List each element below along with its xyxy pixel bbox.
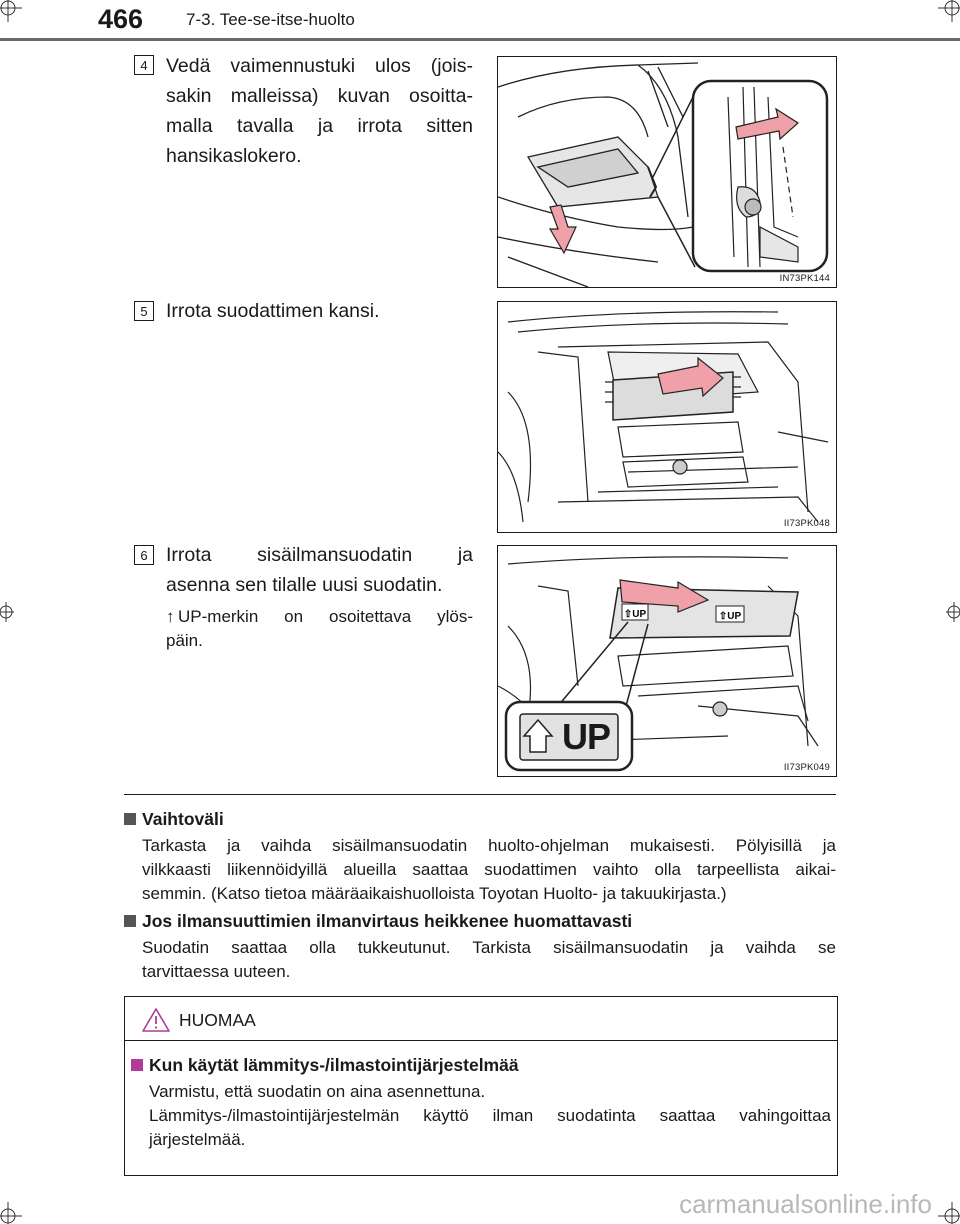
notice-line: järjestelmää. <box>149 1130 246 1149</box>
info-line: Tarkasta ja vaihda sisäilmansuodatin huolto-ohjelman mukaisesti. Pölyisillä ja <box>142 836 836 855</box>
notice-body <box>149 1080 831 1152</box>
step-4-line: sakin malleissa) kuvan osoitta- <box>166 85 473 107</box>
up-label: UP <box>562 716 611 757</box>
section-title: 7-3. Tee-se-itse-huolto <box>186 10 355 29</box>
step-6-text <box>166 540 473 600</box>
notice-line: Varmistu, että suodatin on aina asennettuna. <box>149 1082 486 1101</box>
header-rule <box>0 38 960 41</box>
step-4-line: hansikaslokero. <box>166 145 302 167</box>
step-5-text <box>166 296 473 326</box>
crop-mark-bottom-left <box>0 1200 24 1224</box>
notice-heading: Kun käytät lämmitys-/ilmastointijärjestelmää <box>149 1055 519 1075</box>
page-number: 466 <box>98 4 144 34</box>
step-6-line: asenna sen tilalle uusi suodatin. <box>166 574 443 596</box>
crop-mark-top-left <box>0 0 24 24</box>
section-separator <box>124 794 836 795</box>
figure-filter-replacement <box>497 545 837 777</box>
info-heading: Jos ilmansuuttimien ilmanvirtaus heikkenee huomattavasti <box>142 911 633 931</box>
info-vaihtovali <box>124 809 836 906</box>
info-line: semmin. (Katso tietoa määräaikaishuolloista Toyotan Huolto- ja takuukirjasta.) <box>142 884 727 903</box>
step-6-line: Irrota sisäilmansuodatin ja <box>166 544 473 566</box>
figure-glovebox-removal <box>497 56 837 288</box>
info-body <box>142 936 836 984</box>
figure-label: II73PK048 <box>783 518 830 529</box>
notice-line: Lämmitys-/ilmastointijärjestelmän käyttö ilman suodatinta saattaa vahingoittaa <box>149 1106 831 1125</box>
step-4-line: Vedä vaimennustuki ulos (jois- <box>166 55 473 77</box>
watermark: carmanualsonline.info <box>679 1189 932 1219</box>
notice-title: HUOMAA <box>179 1010 256 1030</box>
notice-box <box>124 996 838 1176</box>
info-ilmanvirtaus <box>124 911 836 984</box>
info-body <box>142 834 836 906</box>
warning-triangle-icon <box>141 1007 171 1033</box>
figure-label: IN73PK144 <box>779 273 830 284</box>
crop-mark-top-right <box>936 0 960 24</box>
bullet-square-icon <box>124 813 136 825</box>
step-6-note <box>166 605 473 653</box>
crop-mark-bottom-right <box>936 1200 960 1224</box>
up-arrow-icon: ↑ <box>166 607 175 626</box>
step-number-6: 6 <box>134 545 154 565</box>
step-number-4: 4 <box>134 55 154 75</box>
step-4-text <box>166 51 473 171</box>
step-6-note-line: päin. <box>166 631 203 650</box>
info-line: tarvittaessa uuteen. <box>142 962 291 981</box>
notice-rule <box>125 1040 837 1041</box>
crop-mark-mid-right <box>936 600 960 624</box>
figure-filter-cover <box>497 301 837 533</box>
info-line: vilkkaasti liikennöidyillä alueilla saattaa suodattimen vaihto olla tarpeellista aikai- <box>142 860 836 879</box>
step-6-note-line: UP-merkin on osoitettava ylös- <box>178 607 473 626</box>
figure-label: II73PK049 <box>783 762 830 773</box>
step-5-line: Irrota suodattimen kansi. <box>166 300 380 322</box>
info-line: Suodatin saattaa olla tukkeutunut. Tarkista sisäilmansuodatin ja vaihda se <box>142 938 836 957</box>
bullet-square-icon <box>131 1059 143 1071</box>
info-heading: Vaihtoväli <box>142 809 224 829</box>
svg-text:⇧UP: ⇧UP <box>623 609 647 620</box>
notice-content <box>131 1055 831 1152</box>
glovebox-illustration <box>498 57 836 287</box>
bullet-square-icon <box>124 915 136 927</box>
crop-mark-mid-left <box>0 600 24 624</box>
filter-replacement-illustration <box>498 546 836 776</box>
filter-cover-illustration <box>498 302 836 532</box>
step-4-line: malla tavalla ja irrota sitten <box>166 115 473 137</box>
svg-text:⇧UP: ⇧UP <box>718 611 742 622</box>
step-number-5: 5 <box>134 301 154 321</box>
